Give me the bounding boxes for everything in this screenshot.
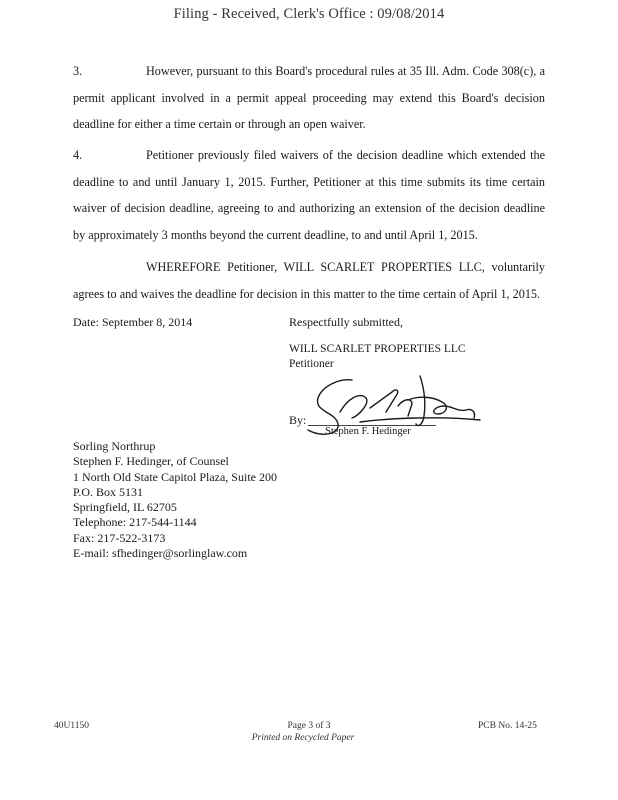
counsel-email: E-mail: sfhedinger@sorlinglaw.com [73,546,248,561]
by-label: By: [289,413,307,427]
signer-name: Stephen F. Hedinger [325,426,411,437]
filing-stamp-header: Filing - Received, Clerk's Office : 09/08/2014 [173,6,445,22]
filing-date: Date: September 8, 2014 [73,315,193,329]
wherefore-text: WHEREFORE Petitioner, WILL SCARLET PROPERTIES LLC, voluntarily agrees to and waives the deadline for decision in this matter to the time certain of April 1, 2015. [73,260,545,301]
closing-text: Respectfully submitted, [289,315,403,329]
case-number: PCB No. 14-25 [478,721,537,731]
paragraph-3-text: However, pursuant to this Board's procedural rules at 35 Ill. Adm. Code 308(c), a permit applicant involved in a permit appeal proceeding may extend this Board's decision deadline for either a time certain or through an open waiver. [73,64,545,131]
recycled-paper-note: Printed on Recycled Paper [251,733,355,743]
counsel-attorney: Stephen F. Hedinger, of Counsel [73,454,229,469]
counsel-street: 1 North Old State Capitol Plaza, Suite 200 [73,469,277,484]
page-number: Page 3 of 3 [287,721,331,731]
document-id: 40U1150 [54,721,90,731]
paragraph-4-number: 4. [73,148,83,162]
paragraph-3-number: 3. [73,64,83,78]
counsel-po-box: P.O. Box 5131 [73,484,144,499]
party-role: Petitioner [289,358,334,370]
paragraph-4 [73,142,545,248]
handwritten-signature [300,368,490,440]
paragraph-3 [73,58,545,138]
counsel-telephone: Telephone: 217-544-1144 [73,515,197,530]
counsel-fax: Fax: 217-522-3173 [73,530,166,545]
paragraph-4-text: Petitioner previously filed waivers of the decision deadline which extended the deadline to and until January 1, 2015. Further, Petitioner at this time submits its time certain waiver of decision deadline, agreeing to and authorizing an extension of the decision deadline by approximately 3 months beyond the current deadline, to and until April 1, 2015. [73,148,545,242]
counsel-firm: Sorling Northrup [73,439,156,453]
party-name: WILL SCARLET PROPERTIES LLC [289,343,466,355]
wherefore-paragraph [73,254,545,307]
counsel-city: Springfield, IL 62705 [73,500,177,515]
counsel-address-block [73,439,277,561]
